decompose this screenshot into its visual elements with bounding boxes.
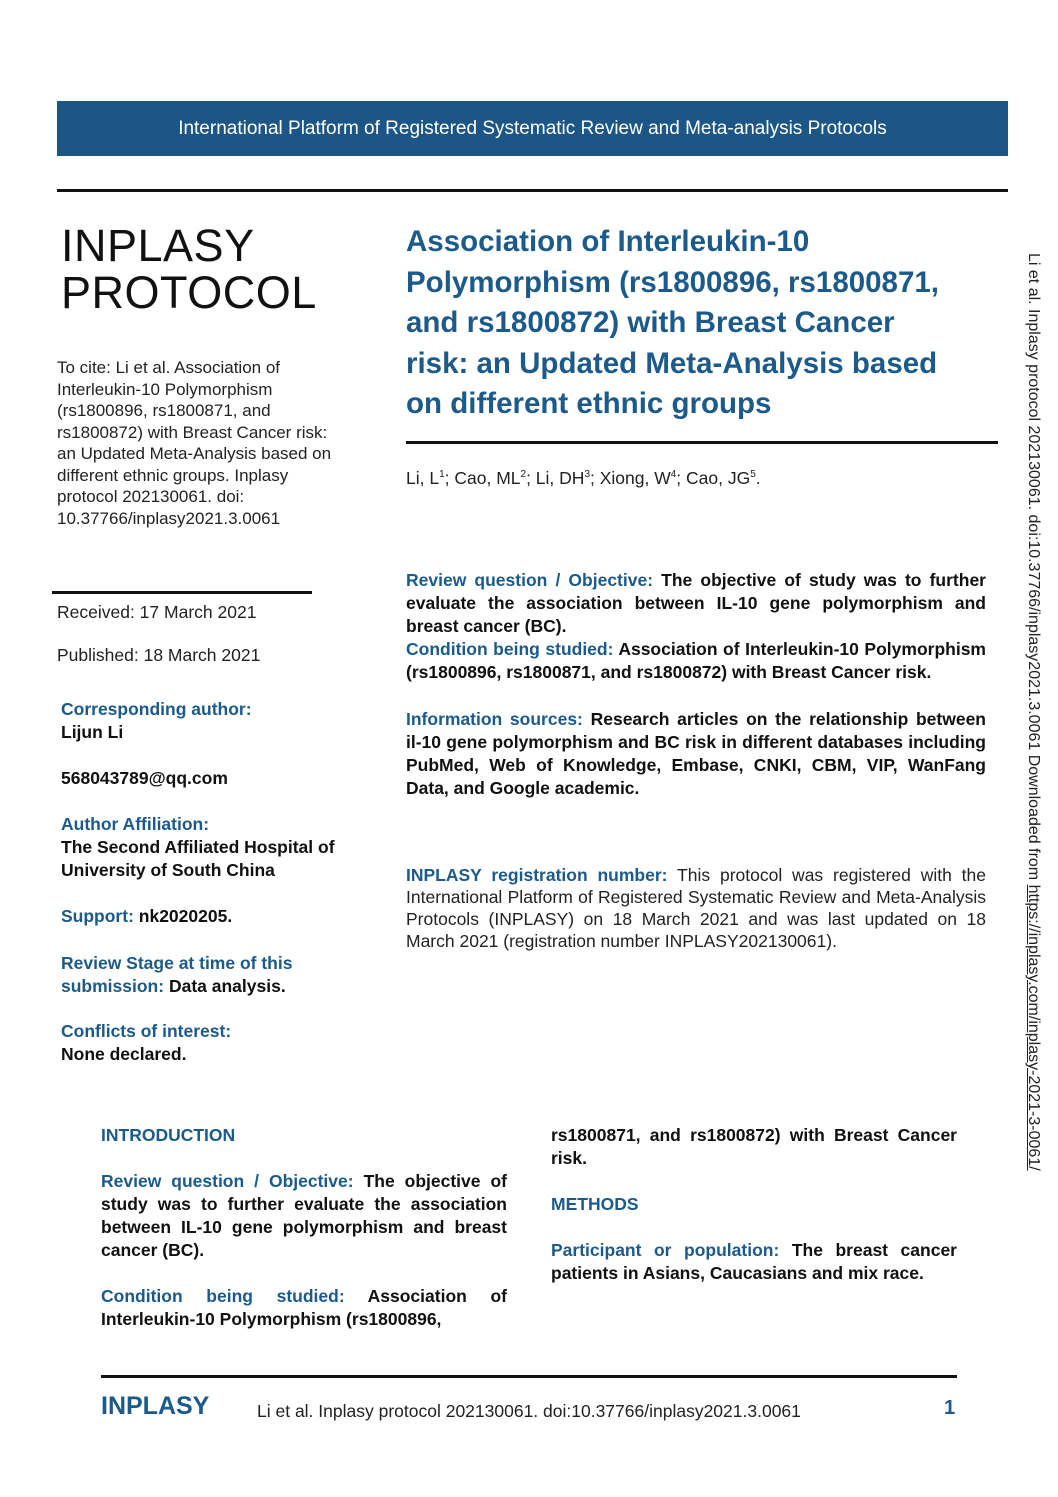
author-email[interactable]: 568043789@qq.com [61,768,228,788]
corresponding-author-label: Corresponding author: [61,699,252,719]
body-column-right [551,1124,957,1308]
conflicts-label: Conflicts of interest: [61,1021,232,1041]
introduction-heading: INTRODUCTION [101,1125,236,1145]
conflicts-value: None declared. [61,1044,187,1064]
affiliation-value: The Second Affiliated Hospital of University of South China [61,837,335,880]
title-line: risk: an Updated Meta-Analysis based [406,346,938,380]
brand-line-1: INPLASY [61,220,255,271]
abstract-objective [406,569,986,638]
footer-divider [101,1375,957,1378]
registration-text: This protocol was registered with the International Platform of Registered Systematic Review and Meta-Analysis Protocols (INPLASY) on 18 March 2021 and was last updated on 18 March 2021 (registration number INPLASY202130061). [406,865,986,951]
abstract-condition [406,638,986,684]
page-number: 1 [944,1397,956,1419]
title-divider [406,441,998,444]
footer-brand: INPLASY [101,1392,210,1420]
sidebar-divider [52,591,312,594]
download-note-text: Li et al. Inplasy protocol 202130061. doi:10.37766/inplasy2021.3.0061 Downloaded from [1025,253,1042,885]
abstract-information-sources [406,708,986,800]
author-list: Li, $L^1$; Cao, $ML^2$; Li, $DH^3$; Xiong, $W^4$; Cao, $JG^5$. [406,468,761,488]
protocol-title [406,222,1006,425]
body-objective: Review question / Objective: The objective of study was to further evaluate the association between IL-10 gene polymorphism and breast cancer (BC). [101,1171,507,1260]
title-line: Polymorphism (rs1800896, rs1800871, [406,265,939,299]
author-affiliation [61,813,351,882]
download-link[interactable]: https://inplasy.com/inplasy-2021-3-0061/ [1025,884,1042,1171]
title-line: and rs1800872) with Breast Cancer [406,306,895,339]
platform-banner [57,101,1008,156]
review-stage-label: Review Stage at time of this submission: [61,953,293,996]
body-participant: Participant or population: The breast cancer patients in Asians, Caucasians and mix race. [551,1240,957,1283]
objective-label: Review question / Objective: [406,570,654,590]
registration-statement [406,864,986,952]
sources-label: Information sources: [406,709,583,729]
condition-label: Condition being studied: [406,639,614,659]
objective-text: The objective of study was to further evaluate the association between IL-10 gene polymorphism and breast cancer (BC). [406,570,986,636]
banner-text: International Platform of Registered Systematic Review and Meta-analysis Protocols [178,117,887,139]
brand-line-2: PROTOCOL [61,267,317,318]
body-column-left [101,1124,507,1354]
corresponding-author [61,698,361,744]
received-date: Received: 17 March 2021 [57,602,257,622]
review-stage [61,952,336,998]
support [61,905,361,928]
citation-text: To cite: Li et al. Association of Interleukin-10 Polymorphism (rs1800896, rs1800871, and rs1800872) with Breast Cancer risk: an Updated Meta-Analysis based on different ethnic groups. Inplasy protocol 202130061. doi: 10.37766/inplasy2021.3.0061 [57,358,332,528]
support-value: nk2020205. [138,906,233,926]
published-date: Published: 18 March 2021 [57,645,261,665]
body-condition-part-1: Condition being studied: Association of Interleukin-10 Polymorphism (rs1800896, [101,1286,507,1329]
body-condition-part-2: rs1800871, and rs1800872) with Breast Cancer risk. [551,1125,957,1168]
methods-heading: METHODS [551,1194,639,1214]
condition-text: Association of Interleukin-10 Polymorphism (rs1800896, rs1800871, and rs1800872) with Breast Cancer risk. [406,639,986,682]
footer-citation: Li et al. Inplasy protocol 202130061. doi:10.37766/inplasy2021.3.0061 [257,1401,801,1421]
title-line: Association of Interleukin-10 [406,225,810,258]
sources-text: Research articles on the relationship between il-10 gene polymorphism and BC risk in different databases including PubMed, Web of Knowledge, Embase, CNKI, CBM, VIP, WanFang Data, and Google academic. [406,709,986,798]
affiliation-label: Author Affiliation: [61,814,210,834]
title-line: on different ethnic groups [406,387,772,420]
inplasy-protocol-brand [61,222,317,316]
top-divider [57,189,1008,192]
review-stage-value: Data analysis. [168,976,286,996]
registration-label: INPLASY registration number: [406,865,668,885]
conflicts-of-interest [61,1020,361,1066]
support-label: Support: [61,906,134,926]
corresponding-author-name: Lijun Li [61,722,124,742]
vertical-download-note [1024,253,1044,1313]
